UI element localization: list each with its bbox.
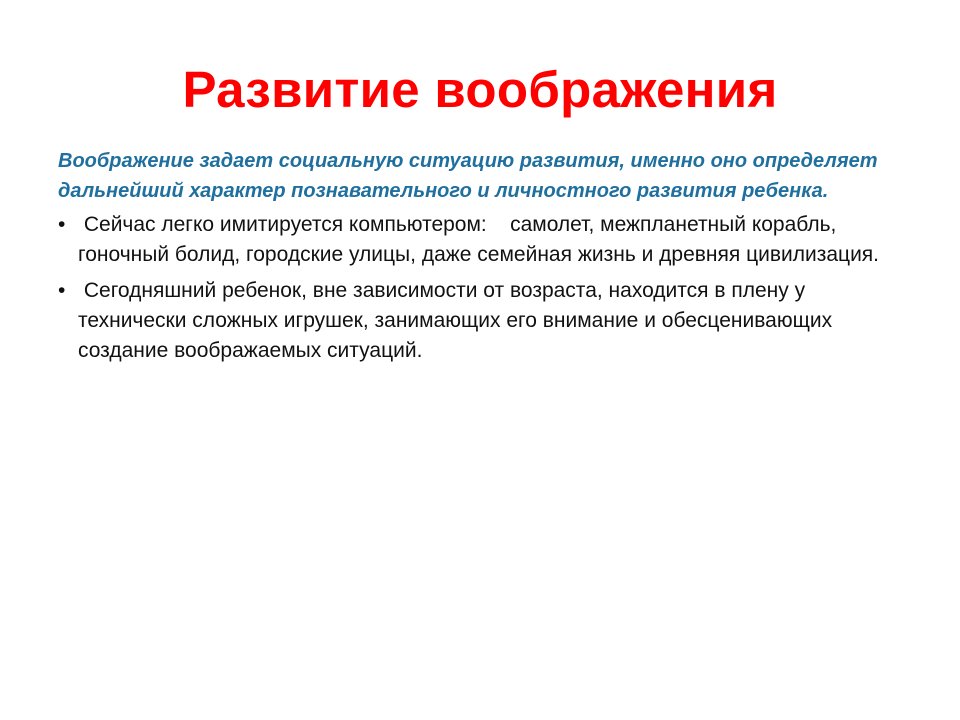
bullet-item-complex-toys [58, 276, 908, 366]
bullet-dot-icon: • [58, 279, 66, 302]
slide-content [58, 146, 908, 372]
bullet-item-computer-imitation [58, 210, 908, 270]
bullet-text: Сейчас легко имитируется компьютером: самолет, межпланетный корабль, гоночный болид, городские улицы, даже семейная жизнь и древняя цивилизация. [78, 213, 880, 266]
bullet-text: Сегодняшний ребенок, вне зависимости от возраста, находится в плену у технически сложных игрушек, занимающих его внимание и обесценивающих создание воображаемых ситуаций. [78, 279, 838, 362]
intro-paragraph: Воображение задает социальную ситуацию развития, именно оно определяет дальнейший характер познавательного и личностного развития ребенка. [58, 150, 878, 202]
slide-title: Развитие воображения [182, 61, 778, 118]
bullet-dot-icon: • [58, 213, 66, 236]
bullet-list [58, 210, 908, 366]
